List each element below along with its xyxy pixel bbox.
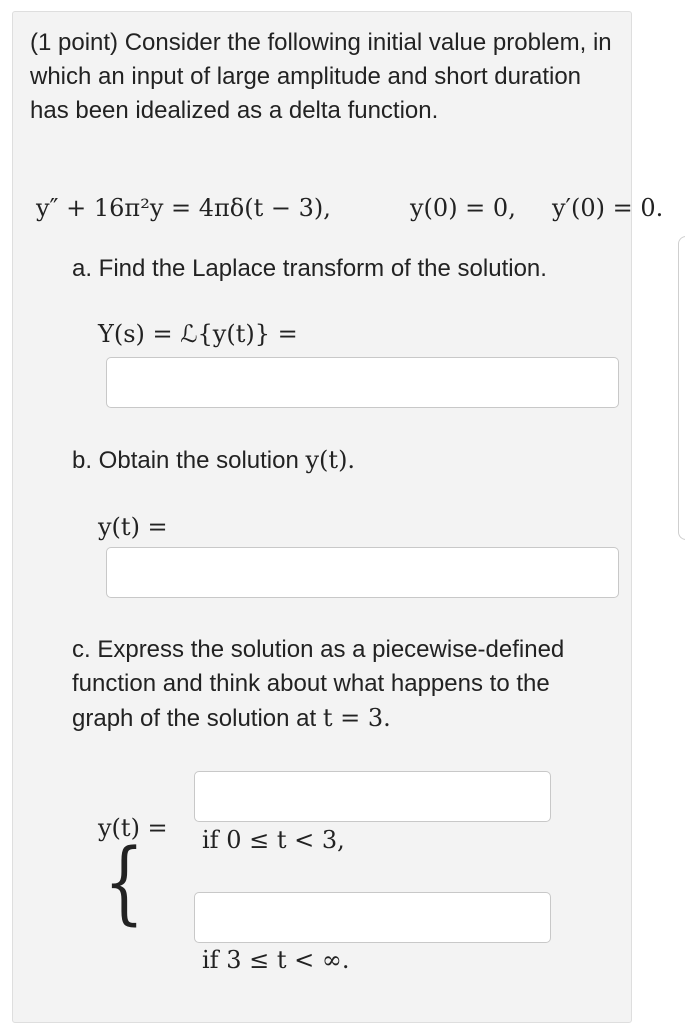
part-c-label bbox=[72, 633, 612, 736]
part-c-math-label: y(t) = bbox=[98, 814, 168, 842]
piece-1-condition: if 0 ≤ t < 3, bbox=[202, 826, 345, 854]
piece-2-condition: if 3 ≤ t < ∞. bbox=[202, 946, 350, 974]
problem-intro: (1 point) Consider the following initial value problem, in which an input of large amplitude and short duration has been idealized as a delta function. bbox=[30, 29, 612, 124]
part-a-label: a. Find the Laplace transform of the solution. bbox=[72, 255, 547, 282]
part-c-label-math: t = 3. bbox=[322, 704, 391, 732]
part-b-label-math: y(t). bbox=[305, 446, 356, 474]
initial-condition-2: y′(0) = 0. bbox=[552, 194, 664, 222]
piece-1-answer-field[interactable] bbox=[194, 771, 551, 822]
solution-answer-field[interactable] bbox=[106, 547, 619, 598]
side-scroll-handle[interactable] bbox=[678, 236, 685, 540]
ode-equation: y″ + 16π²y = 4πδ(t − 3), bbox=[36, 194, 331, 222]
part-b-label bbox=[72, 443, 355, 478]
initial-condition-1: y(0) = 0, bbox=[410, 194, 516, 222]
part-b-label-text: b. Obtain the solution bbox=[72, 447, 299, 474]
piece-2-answer-field[interactable] bbox=[194, 892, 551, 943]
part-a-math-label: Y(s) = ℒ{y(t)} = bbox=[98, 320, 298, 348]
piecewise-brace: { bbox=[104, 830, 145, 935]
laplace-answer-field[interactable] bbox=[106, 357, 619, 408]
part-b-math-label: y(t) = bbox=[98, 513, 168, 541]
part-c-label-text: c. Express the solution as a piecewise-defined function and think about what happens to the graph of the solution at bbox=[72, 636, 565, 732]
